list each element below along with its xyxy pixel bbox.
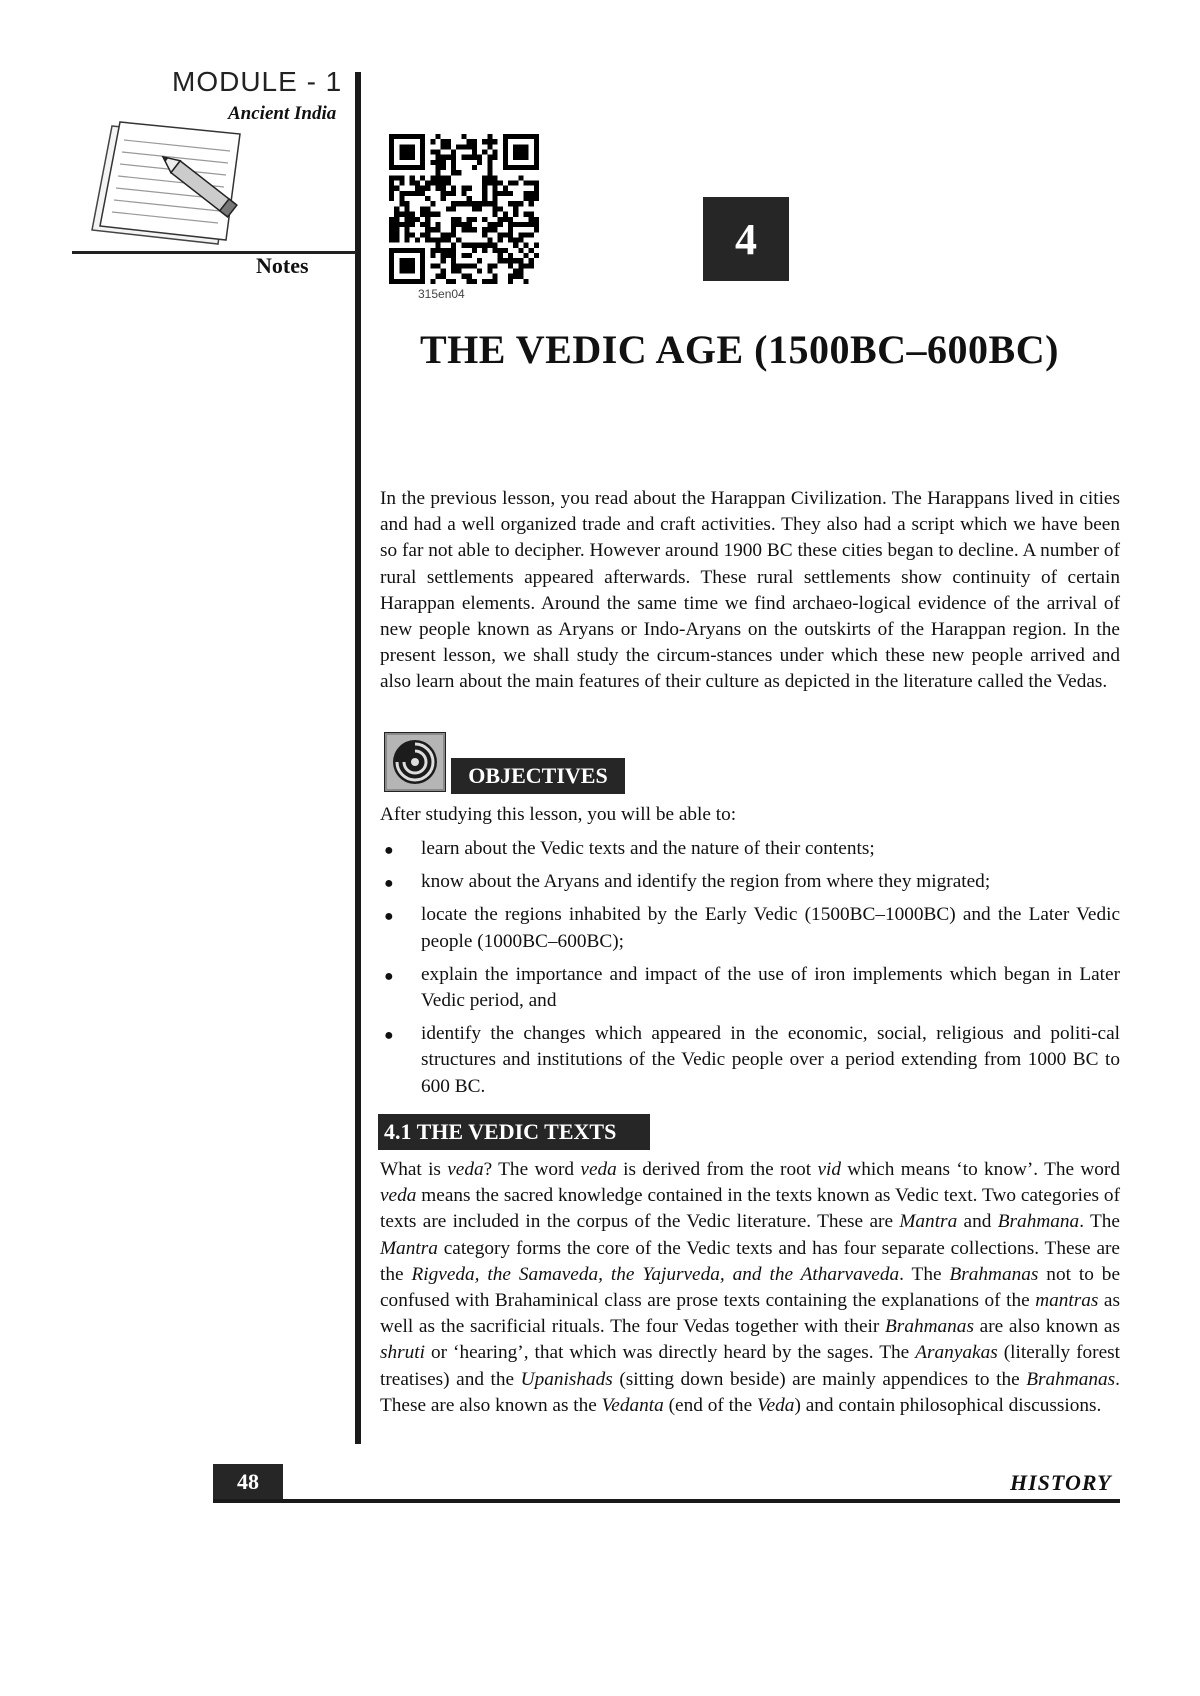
bullet-dot-icon: ● bbox=[384, 967, 394, 985]
objective-item: ● locate the regions inhabited by the Early Vedic (1500BC–1000BC) and the Later Vedic people (1000BC–600BC); bbox=[384, 904, 1120, 952]
notepad-pencil-icon bbox=[82, 118, 252, 248]
text-run: . The bbox=[899, 1263, 950, 1285]
objective-item: ● identify the changes which appeared in the economic, social, religious and politi-cal structures and institutions of the Vedic people over a period extending from 1000 BC to 600 BC. bbox=[384, 1023, 1120, 1097]
italic-term: Brahmana bbox=[997, 1211, 1080, 1233]
footer-subject: HISTORY bbox=[1010, 1470, 1112, 1495]
text-run: or ‘hearing’, that which was directly heard by the sages. The bbox=[425, 1342, 916, 1364]
footer-rule bbox=[213, 1499, 1120, 1503]
italic-term: Aranyakas bbox=[915, 1342, 998, 1364]
objective-item: ● know about the Aryans and identify the region from where they migrated; bbox=[380, 869, 1120, 895]
text-run: category forms the core of the Vedic texts and has four separate collections. These are the bbox=[380, 1237, 1120, 1285]
italic-term: veda bbox=[580, 1159, 617, 1180]
notes-rule bbox=[72, 251, 356, 254]
italic-term: Mantra bbox=[899, 1211, 958, 1233]
text-run: (literally forest treatises) and the bbox=[380, 1342, 1120, 1390]
italic-term: Mantra bbox=[380, 1237, 438, 1259]
text-run: What is bbox=[380, 1159, 448, 1180]
italic-term: shruti bbox=[380, 1342, 426, 1364]
margin-vertical-rule bbox=[355, 72, 361, 1444]
italic-term: Brahmanas bbox=[1026, 1368, 1116, 1390]
italic-term: vid bbox=[817, 1159, 841, 1180]
page-number: 48 bbox=[213, 1464, 283, 1500]
objectives-target-icon bbox=[384, 732, 446, 792]
qr-code-id: 315en04 bbox=[418, 287, 465, 301]
module-subtitle: Ancient India bbox=[228, 103, 337, 124]
text-run: not to be confused with Brahaminical class are prose texts containing the explanations of the bbox=[380, 1263, 1120, 1312]
text-run: and bbox=[957, 1211, 998, 1233]
bullet-dot-icon: ● bbox=[384, 908, 394, 926]
objective-item: ● learn about the Vedic texts and the nature of their contents; bbox=[380, 836, 1120, 862]
notes-label: Notes bbox=[256, 253, 309, 278]
italic-term: Upanishads bbox=[520, 1368, 613, 1390]
bullet-dot-icon: ● bbox=[384, 875, 394, 893]
section-heading: 4.1 THE VEDIC TEXTS bbox=[378, 1114, 650, 1150]
italic-term: veda bbox=[380, 1185, 417, 1207]
objectives-list bbox=[380, 836, 1120, 1107]
chapter-title: THE VEDIC AGE (1500BC–600BC) bbox=[420, 327, 1059, 372]
qr-code-icon[interactable] bbox=[389, 134, 539, 284]
module-label: MODULE - 1 bbox=[172, 66, 343, 97]
text-run: ? The word bbox=[483, 1159, 581, 1180]
objectives-heading: OBJECTIVES bbox=[451, 758, 625, 794]
italic-term: veda bbox=[447, 1159, 484, 1180]
italic-term: mantras bbox=[1035, 1290, 1099, 1312]
text-run: (end of the bbox=[663, 1394, 757, 1416]
italic-term: Rigveda, the Samaveda, the Yajurveda, and the Atharvaveda bbox=[411, 1263, 900, 1285]
italic-term: Brahmanas bbox=[949, 1263, 1039, 1285]
italic-term: Brahmanas bbox=[885, 1316, 974, 1338]
italic-term: Veda bbox=[756, 1394, 795, 1416]
italic-term: Vedanta bbox=[601, 1394, 664, 1416]
chapter-number: 4 bbox=[703, 197, 789, 281]
bullet-dot-icon: ● bbox=[384, 1027, 394, 1045]
bullet-dot-icon: ● bbox=[384, 842, 394, 859]
objective-item: ● explain the importance and impact of the use of iron implements which began in Later Vedic period, and bbox=[384, 963, 1120, 1012]
text-run: is derived from the root bbox=[616, 1159, 818, 1180]
section-paragraph bbox=[380, 1157, 1120, 1419]
text-run: are also known as bbox=[973, 1316, 1120, 1338]
text-run: . The bbox=[1079, 1211, 1120, 1233]
text-run: which means ‘to know’. The word bbox=[841, 1159, 1120, 1180]
text-run: means the sacred knowledge contained in the texts known as Vedic text. Two categories of texts are included in the corpus of the Vedic literature. These are bbox=[380, 1185, 1120, 1233]
intro-paragraph: In the previous lesson, you read about the Harappan Civilization. The Harappans lived in cities and had a well organized trade and craft activities. They also had a script which we have been so far not able to decipher. However around 1900 BC these cities began to decline. A number of rural settlements appeared afterwards. These rural settlements show continuity of certain Harappan elements. Around the same time we find archaeo-logical evidence of the arrival of new people known as Aryans or Indo-Aryans on the outskirts of the Harappan region. In the present lesson, we shall study the circum-stances under which these new people arrived and also learn about the main features of their culture as depicted in the literature called the Vedas. bbox=[380, 488, 1120, 693]
text-run: as well as the sacrificial rituals. The four Vedas together with their bbox=[380, 1290, 1120, 1338]
text-run: (sitting down beside) are mainly appendices to the bbox=[612, 1368, 1027, 1390]
objectives-intro: After studying this lesson, you will be able to: bbox=[380, 804, 737, 825]
text-run: ) and contain philosophical discussions. bbox=[794, 1394, 1102, 1416]
text-run: . These are also known as the bbox=[380, 1368, 1120, 1416]
